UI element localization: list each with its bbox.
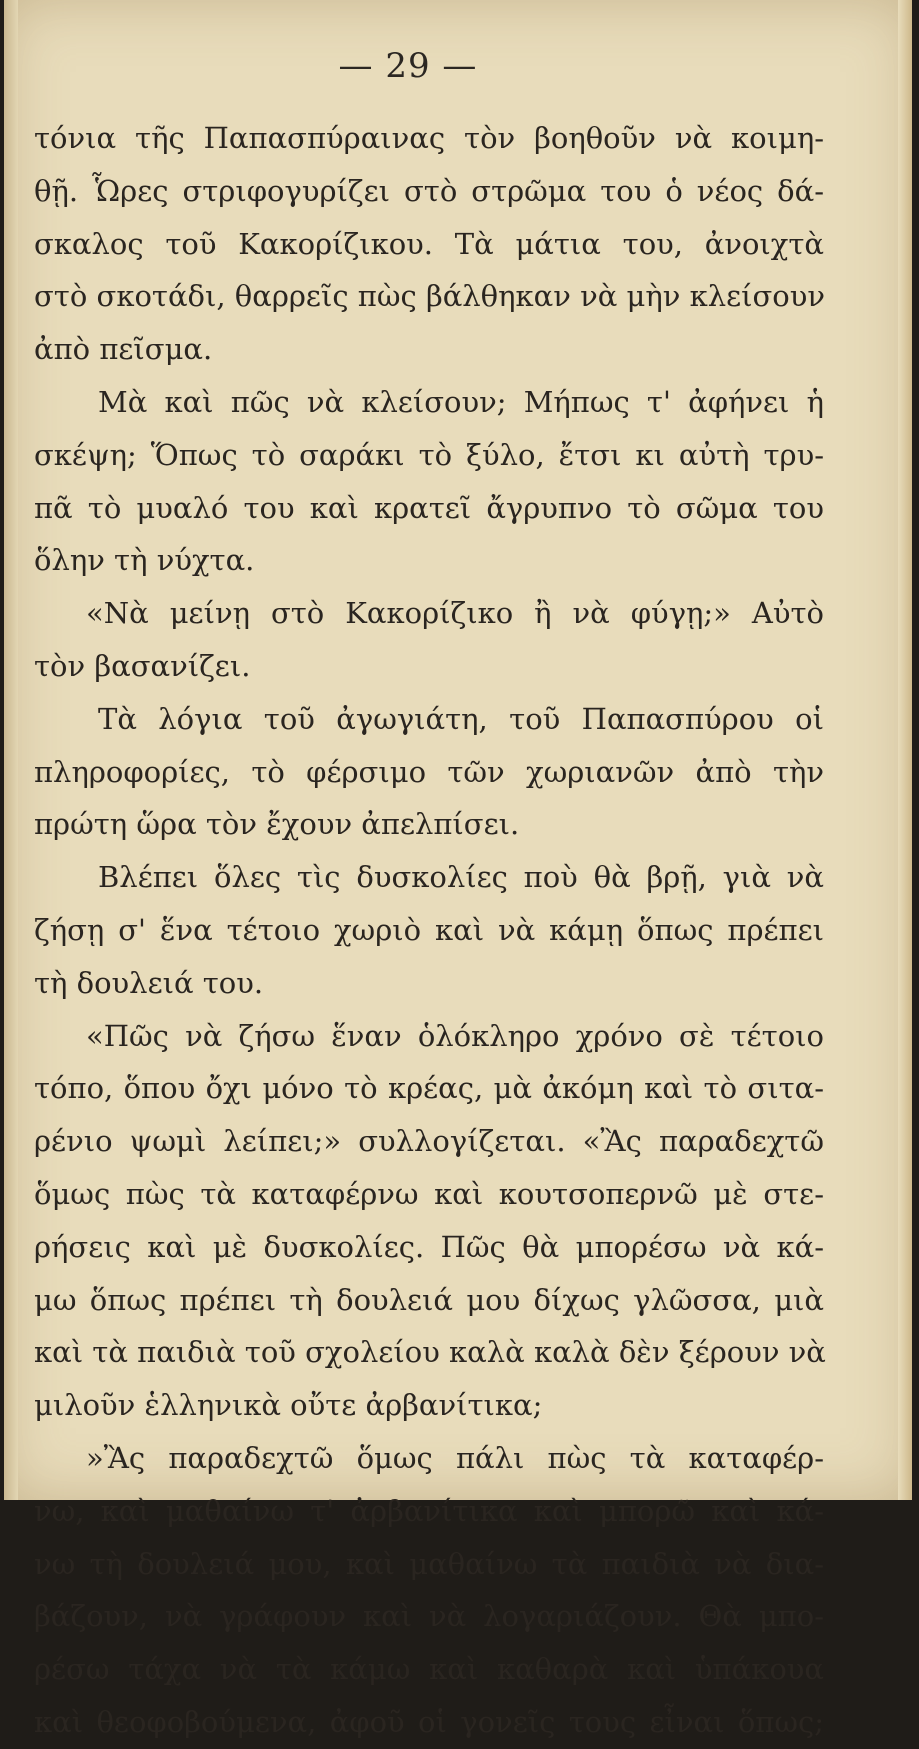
text-line: «Νὰ μείνῃ στὸ Κακορίζικο ἢ νὰ φύγῃ;» Αὐτὸ: [86, 596, 824, 631]
text-line: ρέσω τάχα νὰ τὰ κάμω καὶ καθαρὰ καὶ ὑπάκουα: [34, 1652, 824, 1687]
text-line: πρώτη ὥρα τὸν ἔχουν ἀπελπίσει.: [34, 807, 520, 842]
text-line: μω ὅπως πρέπει τὴ δουλειά μου δίχως γλῶσσα, μιὰ: [34, 1282, 824, 1317]
text-line: νω, καὶ μαθαίνω τ' ἀρβανίτικα καὶ μπορῶ καὶ κά-: [34, 1493, 824, 1528]
text-line: καὶ τὰ παιδιὰ τοῦ σχολείου καλὰ καλὰ δὲν ξέρουν νὰ: [34, 1335, 826, 1370]
text-line: τὸν βασανίζει.: [34, 648, 251, 683]
text-line: ρήσεις καὶ μὲ δυσκολίες. Πῶς θὰ μπορέσω νὰ κά-: [34, 1229, 824, 1264]
text-line: τόνια τῆς Παπασπύραινας τὸν βοηθοῦν νὰ κοιμη-: [34, 121, 824, 155]
text-line: πληροφορίες, τὸ φέρσιμο τῶν χωριανῶν ἀπὸ τὴν: [34, 754, 824, 789]
text-line: ὅλην τὴ νύχτα.: [34, 543, 255, 578]
text-line: νω τὴ δουλειά μου, καὶ μαθαίνω τὰ παιδιὰ νὰ δια-: [34, 1546, 824, 1581]
book-page: [4, 0, 912, 1739]
text-line: τὴ δουλειά του.: [34, 965, 264, 1000]
text-line: στὸ σκοτάδι, θαρρεῖς πὼς βάλθηκαν νὰ μὴν κλείσουν: [34, 279, 825, 314]
body-text: [34, 112, 824, 1749]
text-line: «Πῶς νὰ ζήσω ἕναν ὁλόκληρο χρόνο σὲ τέτοιο: [86, 1018, 824, 1053]
text-line: πᾶ τὸ μυαλό του καὶ κρατεῖ ἄγρυπνο τὸ σῶμα του: [34, 490, 824, 525]
text-line: ἀπὸ πεῖσμα.: [34, 332, 213, 367]
page-edge: [898, 0, 912, 1500]
text-line: Βλέπει ὅλες τὶς δυσκολίες ποὺ θὰ βρῇ, γιὰ νὰ: [98, 860, 824, 895]
text-line: Τὰ λόγια τοῦ ἀγωγιάτη, τοῦ Παπασπύρου οἱ: [98, 701, 824, 736]
page-gutter: [4, 0, 18, 1500]
text-line: σκαλος τοῦ Κακορίζικου. Τὰ μάτια του, ἀνοιχτὰ: [34, 226, 824, 261]
text-line: θῇ. Ὧρες στριφογυρίζει στὸ στρῶμα του ὁ νέος δά-: [34, 173, 824, 208]
text-line: καὶ θεοφοβούμενα, ἀφοῦ οἱ γονεῖς τους εἶναι ὅπως;: [34, 1704, 824, 1739]
text-line: ζήσῃ σ' ἕνα τέτοιο χωριὸ καὶ νὰ κάμῃ ὅπως πρέπει: [34, 912, 824, 947]
text-line: μιλοῦν ἑλληνικὰ οὔτε ἀρβανίτικα;: [34, 1388, 543, 1423]
text-line: ὅμως πὼς τὰ καταφέρνω καὶ κουτσοπερνῶ μὲ στε-: [34, 1176, 824, 1211]
text-line: τόπο, ὅπου ὄχι μόνο τὸ κρέας, μὰ ἀκόμη καὶ τὸ σιτα-: [34, 1071, 824, 1106]
text-line: σκέψη; Ὅπως τὸ σαράκι τὸ ξύλο, ἔτσι κι αὐτὴ τρυ-: [34, 437, 824, 472]
page-number: — 29 —: [338, 46, 478, 86]
text-line: βάζουν, νὰ γράφουν καὶ νὰ λογαριάζουν. Θὰ μπο-: [34, 1599, 824, 1634]
text-line: »Ἂς παραδεχτῶ ὅμως πάλι πὼς τὰ καταφέρ-: [86, 1440, 824, 1475]
text-line: Μὰ καὶ πῶς νὰ κλείσουν; Μήπως τ' ἀφήνει ἡ: [98, 384, 824, 419]
text-line: ρένιο ψωμὶ λείπει;» συλλογίζεται. «Ἂς παραδεχτῶ: [34, 1124, 824, 1159]
